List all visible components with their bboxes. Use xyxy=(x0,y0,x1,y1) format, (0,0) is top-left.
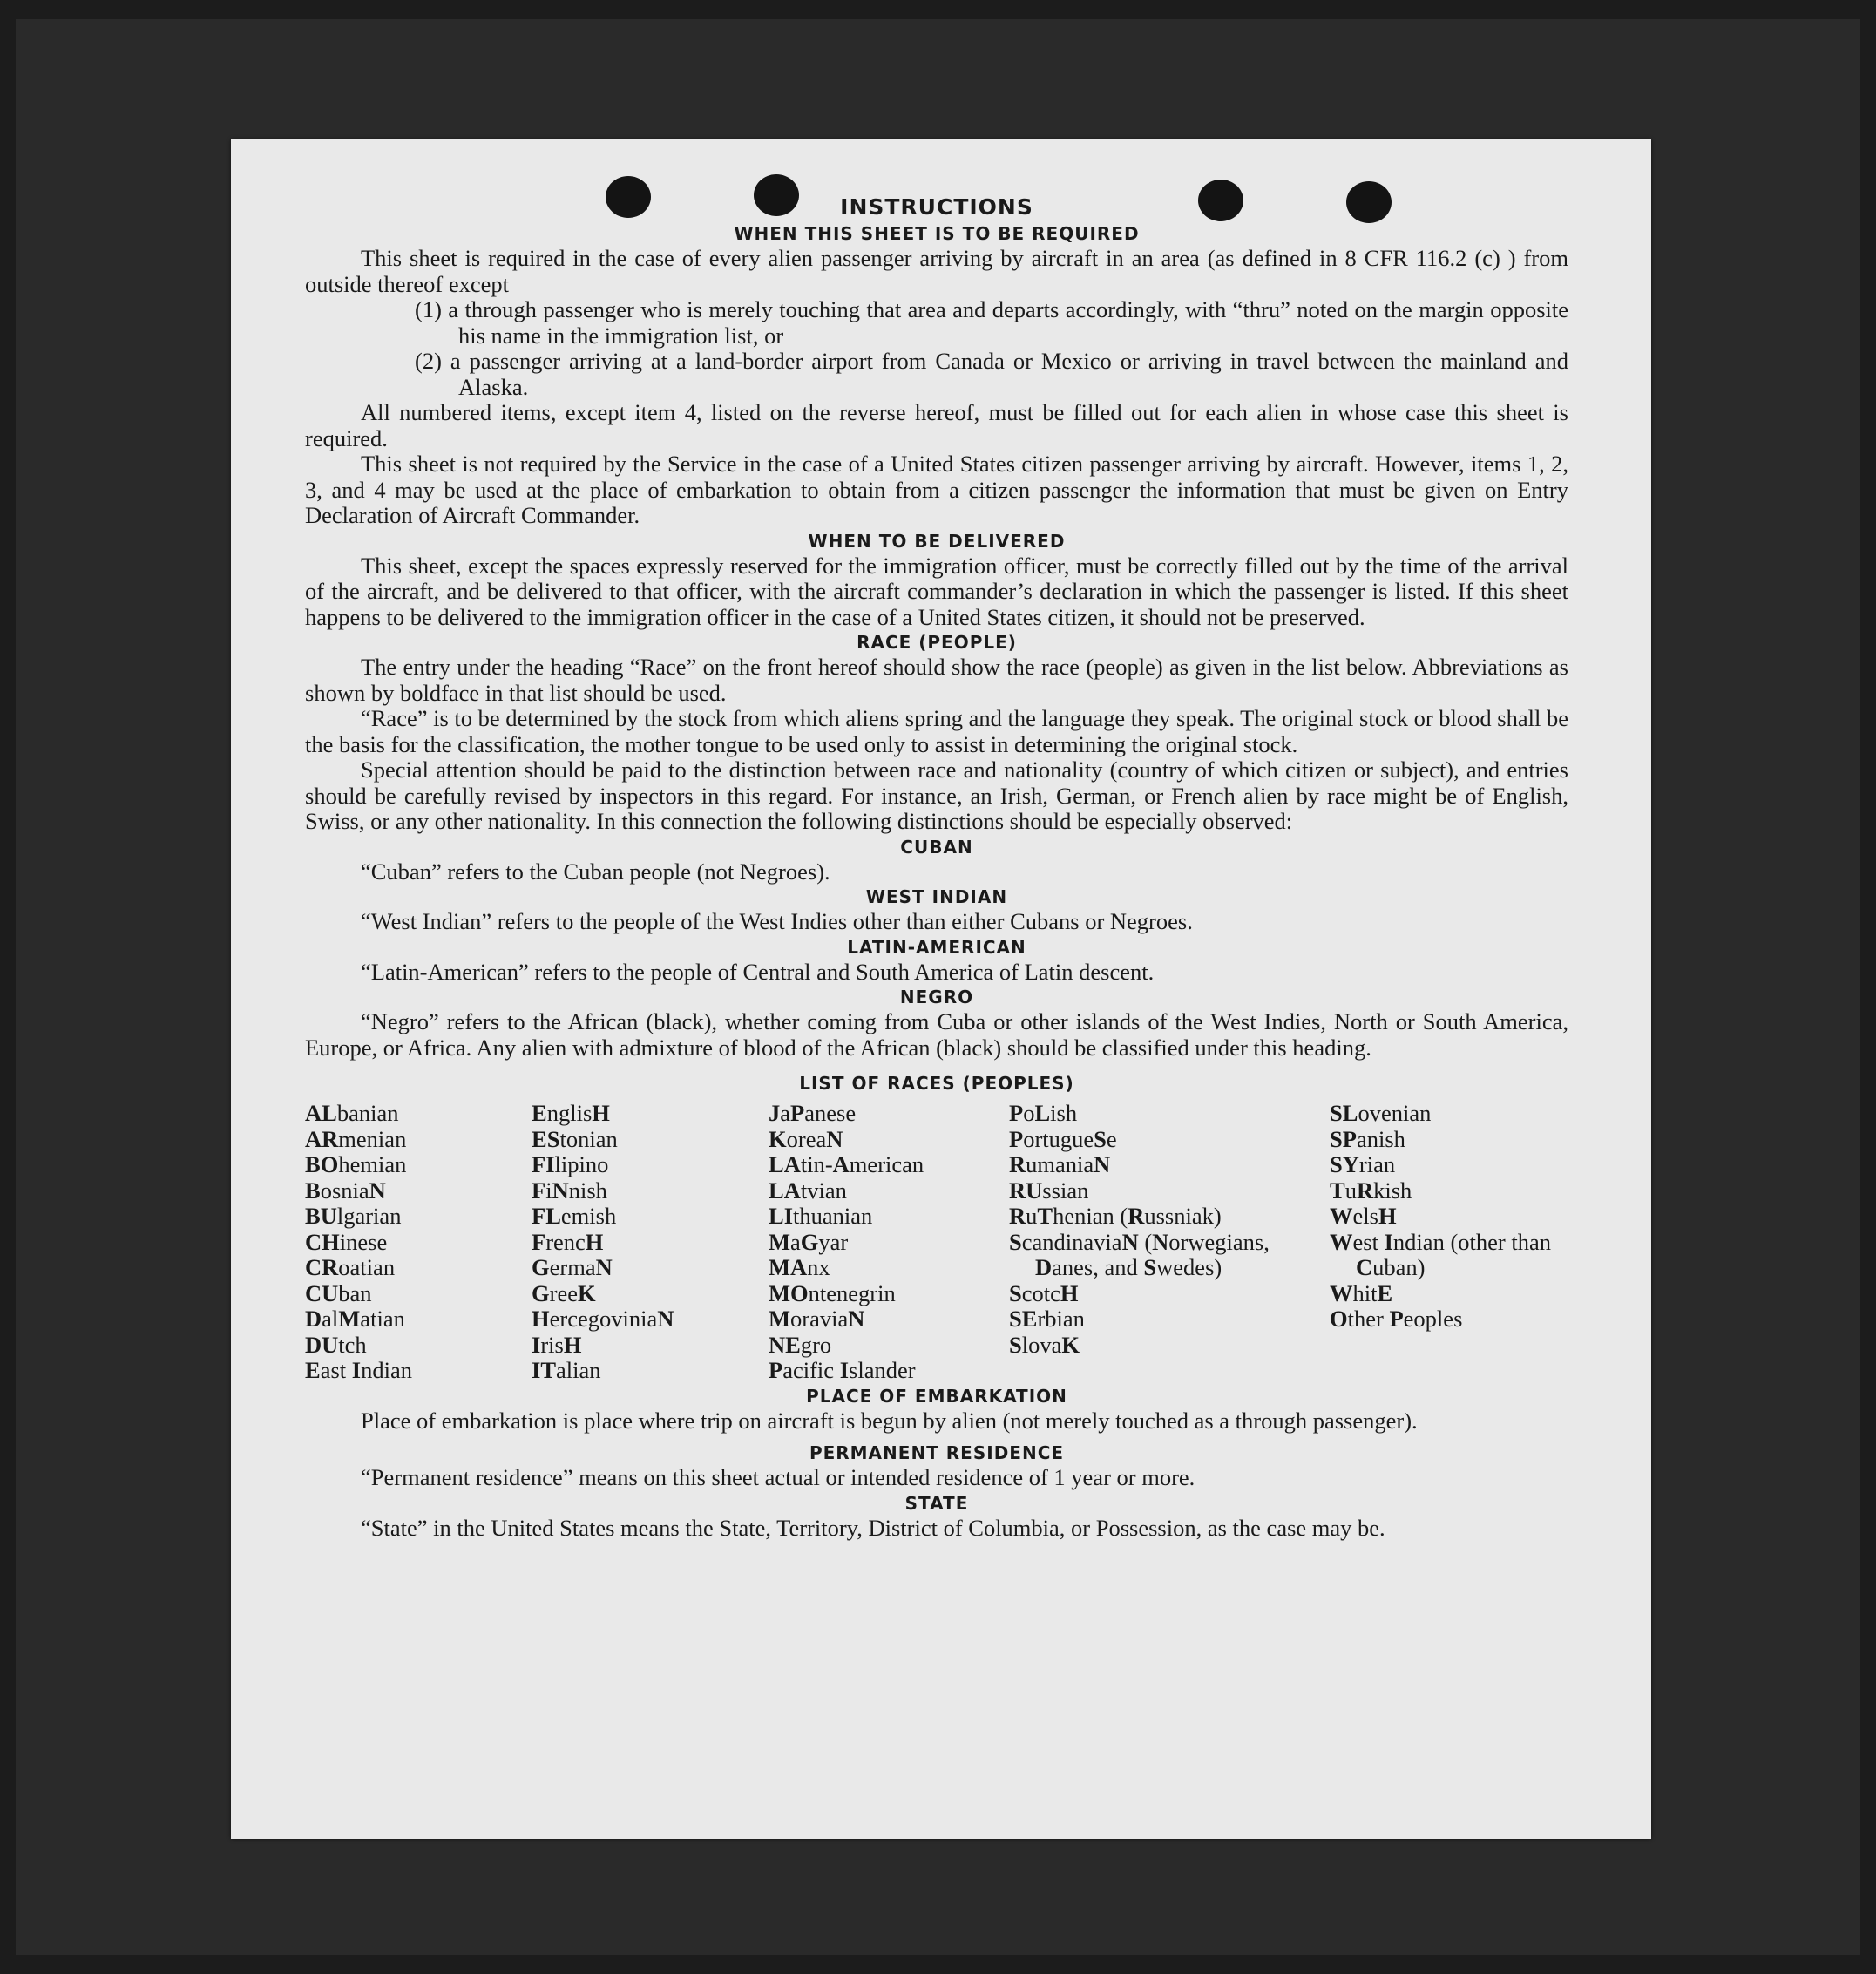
section-heading: LIST OF RACES (PEOPLES) xyxy=(799,1073,1074,1094)
race-entry: BUlgarian xyxy=(305,1203,402,1229)
paragraph: All numbered items, except item 4, listed on the reverse hereof, must be filled out for each alien in whose case this sheet is required. xyxy=(305,399,1568,451)
race-entry: EnglisH xyxy=(532,1100,610,1126)
paragraph: Special attention should be paid to the distinction between race and nationality (country of which citizen or subject), and entries should be carefully revised by inspectors in this regard. For instance, an Irish, German, or French alien by race might be of English, Swiss, or any other nationality. In this connection the following distinctions should be especially observed: xyxy=(305,756,1568,834)
section-heading: PERMANENT RESIDENCE xyxy=(809,1442,1065,1463)
section-heading: PLACE OF EMBARKATION xyxy=(806,1385,1067,1407)
race-entry: CHinese xyxy=(305,1228,388,1255)
race-entry: FLemish xyxy=(532,1203,617,1229)
race-entry: SlovaK xyxy=(1009,1331,1080,1358)
races-column xyxy=(532,1101,769,1384)
paragraph: This sheet is required in the case of every alien passenger arriving by aircraft in an area (as defined in 8 CFR 116.2 (c) ) from outside thereof except xyxy=(305,245,1568,297)
race-entry: East Indian xyxy=(305,1357,412,1383)
race-entry: EStonian xyxy=(532,1125,618,1152)
definition-text: “Latin-American” refers to the people of Central and South America of Latin descent. xyxy=(361,958,1155,985)
race-entry: MAnx xyxy=(769,1254,830,1280)
page-title: INSTRUCTIONS xyxy=(840,194,1033,220)
race-entry: GreeK xyxy=(532,1279,596,1306)
race-entry: FiNnish xyxy=(532,1177,607,1204)
races-column xyxy=(305,1101,532,1384)
paragraph: Place of embarkation is place where trip on aircraft is begun by alien (not merely touched as a through passenger). xyxy=(361,1407,1418,1434)
race-entry: LAtvian xyxy=(769,1177,847,1204)
race-entry: SErbian xyxy=(1009,1306,1085,1332)
race-entry: PoLish xyxy=(1009,1100,1078,1126)
races-column xyxy=(1009,1101,1330,1384)
section-heading: STATE xyxy=(904,1492,969,1514)
section-heading: RACE (PEOPLE) xyxy=(857,632,1017,653)
race-entry: LAtin-American xyxy=(769,1151,924,1177)
race-entry: WhitE xyxy=(1330,1279,1393,1306)
race-entry: MoraviaN xyxy=(769,1306,865,1332)
race-entry: SLovenian xyxy=(1330,1100,1432,1126)
race-entry: RuThenian (Russniak) xyxy=(1009,1203,1222,1229)
race-entry: IrisH xyxy=(532,1331,582,1358)
race-entry: MaGyar xyxy=(769,1228,849,1255)
section-heading: WHEN TO BE DELIVERED xyxy=(808,530,1066,552)
section-heading: WEST INDIAN xyxy=(865,886,1008,907)
race-entry: Pacific Islander xyxy=(769,1357,916,1383)
section-heading: NEGRO xyxy=(899,987,974,1007)
section-heading: CUBAN xyxy=(900,836,973,858)
race-entry: West Indian (other than Cuban) xyxy=(1330,1228,1551,1280)
race-entry: ScotcH xyxy=(1009,1279,1079,1306)
races-column xyxy=(1330,1101,1568,1384)
race-entry: TuRkish xyxy=(1330,1177,1412,1204)
race-entry: PortugueSe xyxy=(1009,1125,1117,1152)
race-entry: HercegoviniaN xyxy=(532,1306,674,1332)
paragraph: This sheet is not required by the Service in the case of a United States citizen passenger arriving by aircraft. However, items 1, 2, 3, and 4 may be used at the place of embarkation to obtain from a citizen passenger the information that must be given on Entry Declaration of Aircraft Commander. xyxy=(305,451,1568,528)
race-entry: SPanish xyxy=(1330,1125,1405,1152)
race-entry: KoreaN xyxy=(769,1125,843,1152)
race-entry: GermaN xyxy=(532,1254,613,1280)
race-entry: NEgro xyxy=(769,1331,832,1358)
race-entry: FrencH xyxy=(532,1228,604,1255)
paragraph: “Race” is to be determined by the stock from which aliens spring and the language they speak. The original stock or blood shall be the basis for the classification, the mother tongue to be used only to assist in determining the original stock. xyxy=(305,705,1568,757)
race-entry: ITalian xyxy=(532,1357,601,1383)
race-entry: Other Peoples xyxy=(1330,1306,1463,1332)
race-entry: CRoatian xyxy=(305,1254,396,1280)
race-entry: CUban xyxy=(305,1279,372,1306)
races-list xyxy=(305,1101,1568,1384)
section-heading: LATIN-AMERICAN xyxy=(847,936,1026,958)
race-entry: MOntenegrin xyxy=(769,1279,896,1306)
instructions-body xyxy=(305,193,1568,1541)
race-entry: ALbanian xyxy=(305,1100,399,1126)
race-entry: LIthuanian xyxy=(769,1203,873,1229)
race-entry: ARmenian xyxy=(305,1125,407,1152)
race-entry: RUssian xyxy=(1009,1177,1089,1204)
race-entry: DalMatian xyxy=(305,1306,405,1332)
section-heading: WHEN THIS SHEET IS TO BE REQUIRED xyxy=(734,223,1140,244)
race-entry: WelsH xyxy=(1330,1203,1397,1229)
race-entry: DUtch xyxy=(305,1331,367,1358)
definition-text: “Cuban” refers to the Cuban people (not Negroes). xyxy=(361,858,830,885)
paragraph: “State” in the United States means the State, Territory, District of Columbia, or Possession, as the case may be. xyxy=(361,1514,1385,1541)
race-entry: RumaniaN xyxy=(1009,1151,1111,1177)
definition-text: “Permanent residence” means on this sheet actual or intended residence of 1 year or more. xyxy=(361,1464,1195,1490)
race-entry: BosniaN xyxy=(305,1177,386,1204)
paragraph: The entry under the heading “Race” on the front hereof should show the race (people) as given in the list below. Abbreviations as shown by boldface in that list should be used. xyxy=(305,654,1568,706)
race-entry: SYrian xyxy=(1330,1151,1396,1177)
list-item: (1) a through passenger who is merely touching that area and departs accordingly, with “thru” noted on the margin opposite his name in the immigration list, or xyxy=(415,296,1568,349)
paragraph: “Negro” refers to the African (black), whether coming from Cuba or other islands of the West Indies, North or South America, Europe, or Africa. Any alien with admixture of blood of the African (black) should be classified under this heading. xyxy=(305,1008,1568,1061)
race-entry: BOhemian xyxy=(305,1151,407,1177)
document-page xyxy=(231,139,1651,1839)
race-entry: FIlipino xyxy=(532,1151,609,1177)
races-column xyxy=(769,1101,1009,1384)
race-entry: JaPanese xyxy=(769,1100,857,1126)
race-entry: ScandinaviaN (Norwegians, Danes, and Swedes) xyxy=(1009,1228,1270,1280)
definition-text: “West Indian” refers to the people of the West Indies other than either Cubans or Negroes. xyxy=(361,908,1193,934)
paragraph: This sheet, except the spaces expressly reserved for the immigration officer, must be correctly filled out by the time of the arrival of the aircraft, and be delivered to that officer, with the aircraft commander’s declaration in which the passenger is listed. If this sheet happens to be delivered to the immigration officer in the case of a United States citizen, it should not be preserved. xyxy=(305,552,1568,630)
list-item: (2) a passenger arriving at a land-border airport from Canada or Mexico or arriving in travel between the mainland and Alaska. xyxy=(415,348,1568,400)
